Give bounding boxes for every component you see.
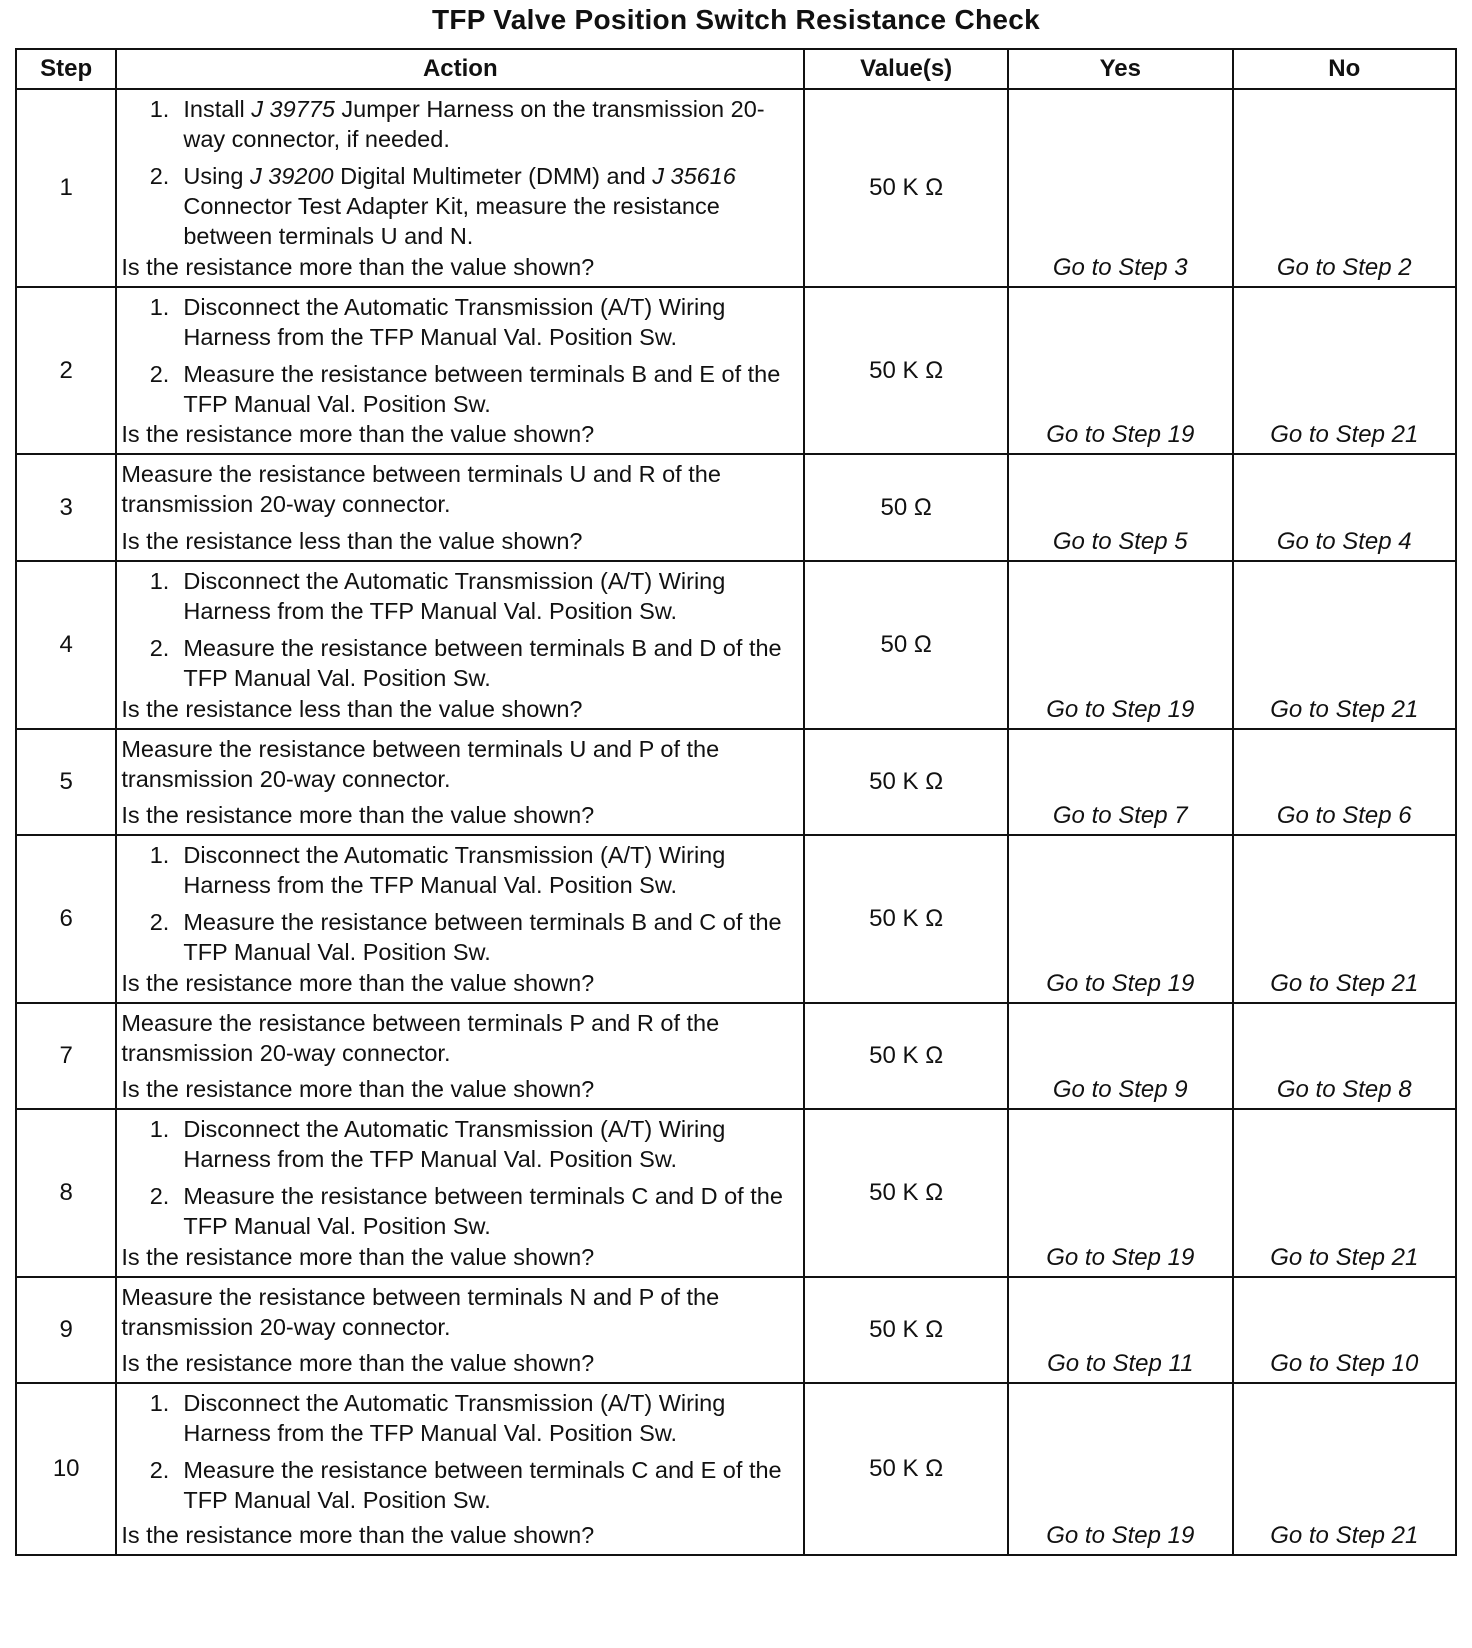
table-row [16, 454, 1456, 561]
yes-goto-step: Go to Step 3 [1052, 254, 1188, 281]
step-number: 1 [16, 89, 116, 287]
col-header-action: Action [116, 49, 804, 89]
step-number: 10 [16, 1383, 116, 1555]
action-text-fragment: Connector Test Adapter Kit, measure the resistance between terminals U and N. [183, 193, 720, 249]
action-cell [116, 729, 804, 835]
yes-goto-step: Go to Step 5 [1052, 528, 1188, 555]
action-step-number: 2. [149, 1183, 170, 1209]
action-step-item [117, 359, 803, 419]
no-goto-step: Go to Step 8 [1276, 1076, 1412, 1103]
yes-goto-step: Go to Step 7 [1052, 802, 1188, 829]
col-header-yes: Yes [1008, 49, 1232, 89]
step-number: 6 [16, 835, 116, 1003]
action-step-text [183, 94, 803, 154]
table-row [16, 1109, 1456, 1277]
action-text: Measure the resistance between terminals U and R of the transmission 20-way connector. [121, 461, 721, 517]
yes-cell [1008, 1277, 1232, 1383]
action-question: Is the resistance more than the value shown? [121, 1350, 595, 1376]
action-step-item [117, 566, 803, 626]
yes-goto-step: Go to Step 19 [1046, 421, 1195, 448]
yes-cell [1008, 729, 1232, 835]
action-steps-list [117, 840, 803, 967]
no-cell [1233, 1109, 1456, 1277]
value-cell: 50 K Ω [804, 1383, 1008, 1555]
action-question: Is the resistance more than the value shown? [121, 970, 595, 996]
action-step-item [117, 292, 803, 352]
action-step-number: 1. [149, 568, 170, 594]
value-cell: 50 Ω [804, 454, 1008, 561]
col-header-values: Value(s) [804, 49, 1008, 89]
action-cell [116, 89, 804, 287]
value-cell: 50 K Ω [804, 729, 1008, 835]
action-question: Is the resistance less than the value shown? [121, 528, 583, 554]
yes-cell [1008, 835, 1232, 1003]
action-step-number: 2. [149, 909, 170, 935]
action-step-text: Measure the resistance between terminals B and C of the TFP Manual Val. Position Sw. [183, 909, 782, 965]
action-cell [116, 835, 804, 1003]
action-step-text: Measure the resistance between terminals B and E of the TFP Manual Val. Position Sw. [183, 361, 781, 417]
yes-cell [1008, 287, 1232, 454]
header-row [16, 49, 1456, 89]
value-cell: 50 K Ω [804, 835, 1008, 1003]
action-cell [116, 1109, 804, 1277]
action-step-number: 1. [149, 1390, 170, 1416]
tool-reference: J 39200 [249, 163, 334, 189]
action-cell [116, 1003, 804, 1109]
procedure-table [15, 48, 1457, 1556]
no-cell [1233, 89, 1456, 287]
action-step-item [117, 1388, 803, 1448]
action-text-fragment: Jumper Harness on the transmission 20-way connector, if needed. [183, 96, 765, 152]
no-cell [1233, 454, 1456, 561]
table-row [16, 1277, 1456, 1383]
action-steps-list [117, 1388, 803, 1515]
document-title: TFP Valve Position Switch Resistance Check [431, 4, 1041, 35]
action-step-number: 1. [149, 1116, 170, 1142]
action-cell [116, 561, 804, 729]
action-step-text: Disconnect the Automatic Transmission (A/T) Wiring Harness from the TFP Manual Val. Position Sw. [183, 294, 726, 350]
action-steps-list [117, 94, 803, 251]
yes-goto-step: Go to Step 9 [1052, 1076, 1188, 1103]
no-cell [1233, 835, 1456, 1003]
tool-reference: J 35616 [652, 163, 736, 189]
yes-goto-step: Go to Step 11 [1047, 1350, 1194, 1377]
action-step-item [117, 161, 803, 251]
value-cell: 50 K Ω [804, 1003, 1008, 1109]
action-step-text: Measure the resistance between terminals B and D of the TFP Manual Val. Position Sw. [183, 635, 782, 691]
col-header-step: Step [16, 49, 116, 89]
yes-cell [1008, 89, 1232, 287]
action-step-text: Measure the resistance between terminals C and D of the TFP Manual Val. Position Sw. [183, 1183, 783, 1239]
action-steps-list [117, 292, 803, 419]
action-text: Measure the resistance between terminals U and P of the transmission 20-way connector. [121, 736, 720, 792]
no-cell [1233, 729, 1456, 835]
table-row [16, 729, 1456, 835]
value-cell: 50 Ω [804, 561, 1008, 729]
table-row [16, 561, 1456, 729]
yes-cell [1008, 1003, 1232, 1109]
action-step-number: 1. [149, 842, 170, 868]
table-row [16, 89, 1456, 287]
tool-reference: J 39775 [251, 96, 335, 122]
action-step-number: 2. [149, 635, 170, 661]
action-step-number: 2. [149, 361, 170, 387]
action-step-number: 2. [149, 163, 170, 189]
table-row [16, 287, 1456, 454]
no-cell [1233, 561, 1456, 729]
yes-goto-step: Go to Step 19 [1046, 1522, 1195, 1549]
action-text-fragment: Digital Multimeter (DMM) and [333, 163, 653, 189]
no-goto-step: Go to Step 4 [1276, 528, 1412, 555]
action-steps-list [117, 1114, 803, 1241]
value-cell: 50 K Ω [804, 1277, 1008, 1383]
action-step-text: Disconnect the Automatic Transmission (A/T) Wiring Harness from the TFP Manual Val. Position Sw. [183, 1390, 726, 1446]
action-step-text: Disconnect the Automatic Transmission (A/T) Wiring Harness from the TFP Manual Val. Position Sw. [183, 568, 726, 624]
step-number: 2 [16, 287, 116, 454]
action-text: Measure the resistance between terminals N and P of the transmission 20-way connector. [121, 1284, 720, 1340]
action-step-text: Measure the resistance between terminals C and E of the TFP Manual Val. Position Sw. [183, 1457, 782, 1513]
action-text-fragment: Using [183, 163, 250, 189]
step-number: 8 [16, 1109, 116, 1277]
action-question: Is the resistance more than the value shown? [121, 421, 595, 447]
action-step-text: Disconnect the Automatic Transmission (A/T) Wiring Harness from the TFP Manual Val. Position Sw. [183, 842, 726, 898]
no-cell [1233, 1383, 1456, 1555]
yes-cell [1008, 1109, 1232, 1277]
action-step-item [117, 1181, 803, 1241]
value-cell: 50 K Ω [804, 1109, 1008, 1277]
action-question: Is the resistance more than the value shown? [121, 1522, 595, 1548]
table-row [16, 835, 1456, 1003]
action-text-fragment: Install [183, 96, 252, 122]
action-step-number: 2. [149, 1457, 170, 1483]
action-step-item [117, 94, 803, 154]
yes-cell [1008, 454, 1232, 561]
value-cell: 50 K Ω [804, 287, 1008, 454]
table-row [16, 1383, 1456, 1555]
yes-goto-step: Go to Step 19 [1046, 1244, 1195, 1271]
action-step-item [117, 1455, 803, 1515]
action-step-text: Disconnect the Automatic Transmission (A/T) Wiring Harness from the TFP Manual Val. Position Sw. [183, 1116, 726, 1172]
action-question: Is the resistance more than the value shown? [121, 1076, 595, 1102]
action-step-item [117, 840, 803, 900]
step-number: 9 [16, 1277, 116, 1383]
action-cell [116, 287, 804, 454]
value-cell: 50 K Ω [804, 89, 1008, 287]
no-cell [1233, 1003, 1456, 1109]
action-cell [116, 1383, 804, 1555]
col-header-no: No [1233, 49, 1456, 89]
no-goto-step: Go to Step 21 [1270, 970, 1419, 997]
no-goto-step: Go to Step 21 [1270, 421, 1419, 448]
action-steps-list [117, 566, 803, 693]
action-question: Is the resistance more than the value shown? [121, 254, 595, 280]
yes-goto-step: Go to Step 19 [1046, 970, 1195, 997]
yes-cell [1008, 1383, 1232, 1555]
action-question: Is the resistance more than the value shown? [121, 1244, 595, 1270]
step-number: 3 [16, 454, 116, 561]
yes-cell [1008, 561, 1232, 729]
no-cell [1233, 287, 1456, 454]
action-question: Is the resistance less than the value shown? [121, 696, 583, 722]
no-goto-step: Go to Step 21 [1270, 696, 1419, 723]
no-goto-step: Go to Step 21 [1270, 1244, 1419, 1271]
no-goto-step: Go to Step 10 [1270, 1350, 1419, 1377]
yes-goto-step: Go to Step 19 [1046, 696, 1195, 723]
no-goto-step: Go to Step 21 [1270, 1522, 1419, 1549]
action-text: Measure the resistance between terminals P and R of the transmission 20-way connector. [121, 1010, 720, 1066]
action-step-item [117, 907, 803, 967]
no-cell [1233, 1277, 1456, 1383]
action-step-number: 1. [149, 96, 170, 122]
table-row [16, 1003, 1456, 1109]
step-number: 5 [16, 729, 116, 835]
no-goto-step: Go to Step 2 [1276, 254, 1412, 281]
action-step-text [183, 161, 803, 251]
action-question: Is the resistance more than the value shown? [121, 802, 595, 828]
action-step-item [117, 1114, 803, 1174]
action-cell [116, 454, 804, 561]
step-number: 7 [16, 1003, 116, 1109]
action-cell [116, 1277, 804, 1383]
no-goto-step: Go to Step 6 [1276, 802, 1412, 829]
step-number: 4 [16, 561, 116, 729]
action-step-number: 1. [149, 294, 170, 320]
action-step-item [117, 633, 803, 693]
